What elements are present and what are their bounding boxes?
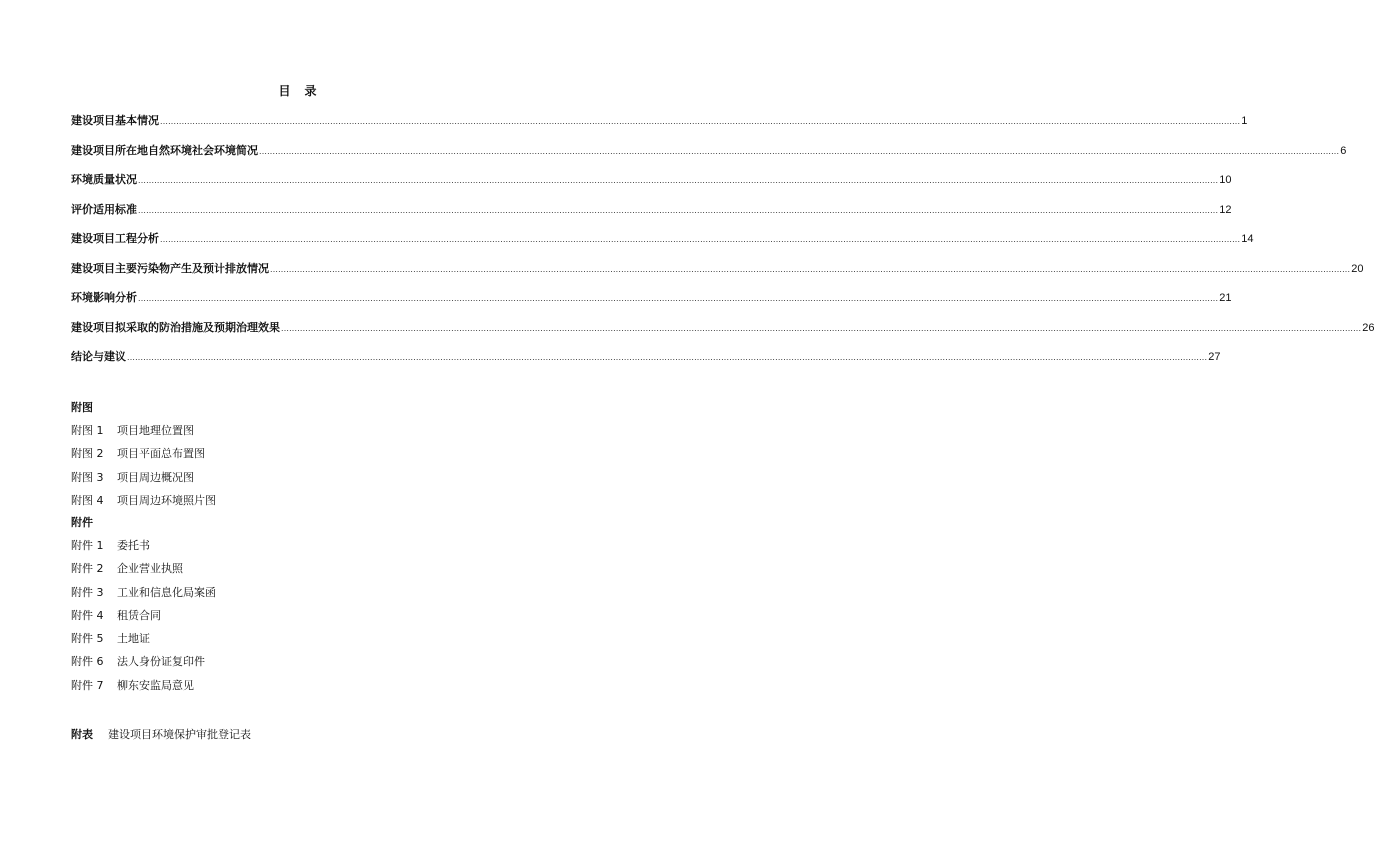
toc-entry-page: 21 — [1219, 292, 1232, 304]
figure-title: 项目周边概况图 — [117, 470, 194, 484]
figure-number: 附图 4 — [71, 493, 104, 507]
dot-leader: ................................................................................................................................................................................................................................................................................................................................................................................................................ — [160, 234, 1241, 244]
attachment-title: 法人身份证复印件 — [117, 655, 205, 669]
toc-entry-label: 环境影响分析 — [71, 291, 137, 304]
toc-entry[interactable] — [71, 230, 1254, 260]
dot-leader: ................................................................................................................................................................................................................................................................................................................................................................................................................ — [127, 352, 1208, 362]
toc-entry-label: 建设项目所在地自然环境社会环境简况 — [71, 143, 258, 157]
toc-entry-page: 26 — [1362, 321, 1374, 334]
attachment-title: 委托书 — [117, 539, 150, 552]
dot-leader: ................................................................................................................................................................................................................................................................................................................................................................................................................ — [138, 204, 1219, 215]
attachment-item — [71, 534, 531, 557]
attachment-number: 附件 6 — [71, 655, 104, 669]
dot-leader: ................................................................................................................................................................................................................................................................................................................................................................................................................ — [259, 145, 1340, 156]
dot-leader: ................................................................................................................................................................................................................................................................................................................................................................................................................ — [138, 293, 1219, 303]
toc-entry-page: 27 — [1208, 351, 1221, 363]
toc-entry-page: 10 — [1219, 174, 1232, 186]
toc-list — [71, 112, 1374, 378]
attachment-title: 工业和信息化局案函 — [117, 585, 216, 599]
figure-number: 附图 3 — [71, 470, 104, 484]
toc-entry[interactable] — [71, 112, 1248, 142]
toc-entry-label: 建设项目工程分析 — [71, 232, 159, 245]
toc-entry-page: 6 — [1340, 144, 1347, 157]
toc-entry-label: 建设项目基本情况 — [71, 114, 159, 127]
dot-leader: ................................................................................................................................................................................................................................................................................................................................................................................................................ — [281, 322, 1362, 333]
figure-item — [71, 489, 531, 512]
toc-entry[interactable] — [71, 289, 1232, 319]
toc-entry[interactable] — [71, 319, 1374, 349]
toc-entry[interactable] — [71, 171, 1232, 201]
attachment-item — [71, 674, 531, 697]
figure-title: 项目周边环境照片图 — [117, 493, 216, 507]
figure-item — [71, 442, 531, 465]
figure-number: 附图 2 — [71, 447, 104, 461]
dot-leader: ................................................................................................................................................................................................................................................................................................................................................................................................................ — [160, 116, 1241, 126]
figure-title: 项目平面总布置图 — [117, 447, 205, 461]
attachment-item — [71, 627, 531, 650]
attachment-item — [71, 650, 531, 673]
attachment-title: 企业营业执照 — [117, 562, 183, 576]
attachment-number: 附件 1 — [71, 539, 104, 552]
toc-entry[interactable] — [71, 201, 1232, 231]
figures-section — [71, 397, 531, 512]
attachment-item — [71, 604, 531, 627]
appendix-table — [71, 724, 251, 746]
dot-leader: ................................................................................................................................................................................................................................................................................................................................................................................................................ — [270, 263, 1351, 274]
figures-heading: 附图 — [71, 401, 93, 414]
attachment-number: 附件 2 — [71, 562, 104, 576]
appendix-table-label: 附表 — [71, 728, 93, 741]
toc-entry-label: 评价适用标准 — [71, 202, 137, 216]
attachment-title: 柳东安监局意见 — [117, 678, 194, 692]
toc-entry-label: 建设项目主要污染物产生及预计排放情况 — [71, 261, 269, 275]
toc-entry-label: 结论与建议 — [71, 350, 126, 363]
figure-number: 附图 1 — [71, 424, 104, 437]
attachments-section — [71, 512, 531, 697]
toc-entry-label: 建设项目拟采取的防治措施及预期治理效果 — [71, 320, 280, 334]
attachments-heading: 附件 — [71, 516, 93, 529]
attachment-item — [71, 581, 531, 604]
toc-entry[interactable] — [71, 260, 1364, 290]
toc-title-part2: 录 — [304, 84, 317, 98]
toc-entry-page: 1 — [1241, 115, 1248, 127]
toc-entry[interactable] — [71, 348, 1221, 378]
figure-item — [71, 419, 531, 442]
toc-entry-label: 环境质量状况 — [71, 173, 137, 186]
figure-item — [71, 466, 531, 489]
attachment-title: 租赁合同 — [117, 608, 161, 622]
appendix-table-title: 建设项目环境保护审批登记表 — [108, 728, 251, 741]
attachment-number: 附件 5 — [71, 632, 104, 646]
attachment-title: 土地证 — [117, 632, 150, 646]
toc-title-part1: 目 — [278, 84, 291, 98]
toc-entry-page: 20 — [1351, 262, 1364, 275]
toc-title — [0, 82, 595, 99]
toc-entry-page: 12 — [1219, 203, 1232, 216]
figure-title: 项目地理位置图 — [117, 424, 194, 437]
attachment-number: 附件 7 — [71, 678, 104, 692]
dot-leader: ................................................................................................................................................................................................................................................................................................................................................................................................................ — [138, 175, 1219, 185]
attachment-number: 附件 4 — [71, 608, 104, 622]
attachment-item — [71, 557, 531, 580]
toc-entry-page: 14 — [1241, 233, 1254, 245]
toc-entry[interactable] — [71, 142, 1347, 172]
attachment-number: 附件 3 — [71, 585, 104, 599]
